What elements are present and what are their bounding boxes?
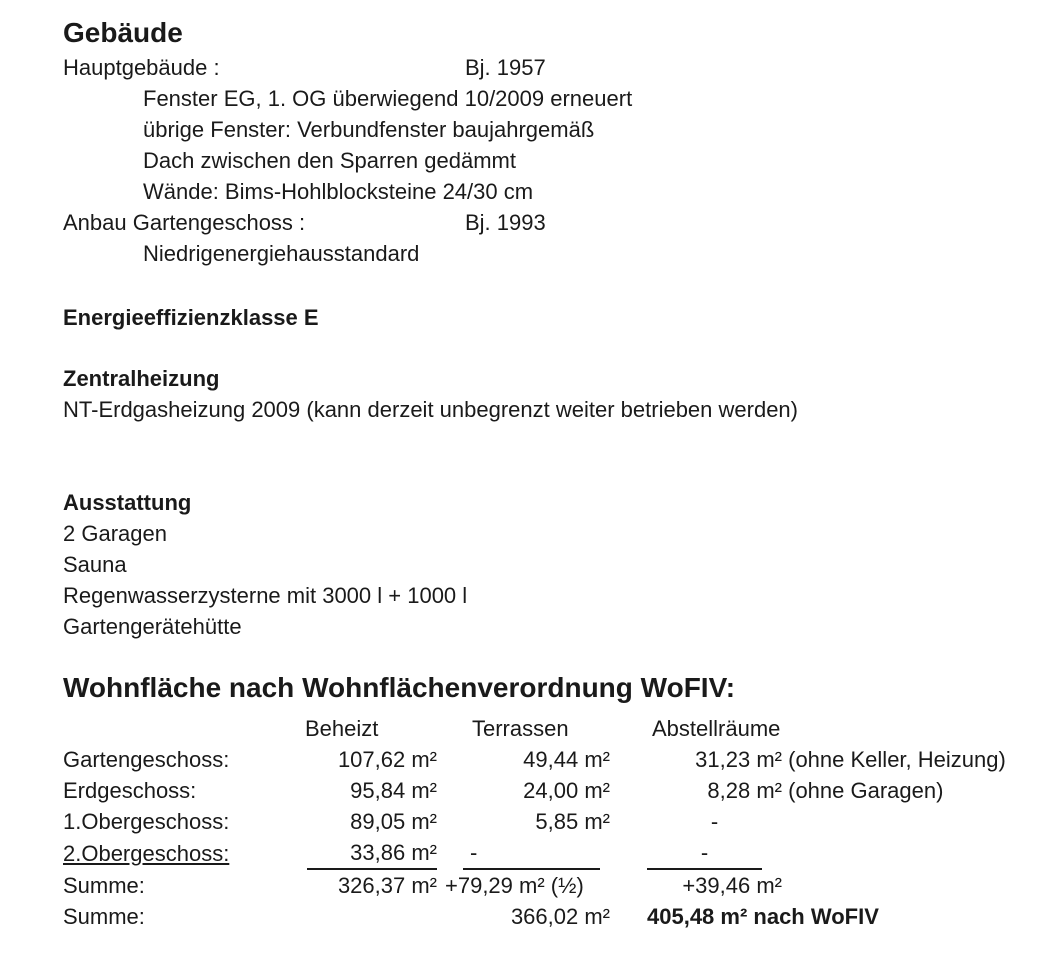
equipment-item: Regenwasserzysterne mit 3000 l + 1000 l (63, 583, 468, 608)
annex-detail: Niedrigenergiehausstandard (143, 241, 420, 266)
sum-label: Summe: (63, 904, 145, 929)
sum-terrassen: 366,02 m² (510, 904, 610, 929)
sum-abstell: +39,46 m² (682, 873, 782, 898)
main-building-detail: übrige Fenster: Verbundfenster baujahrgemäß (143, 117, 595, 142)
terrassen-value: 24,00 m² (523, 778, 610, 803)
abstell-cell (612, 744, 1034, 775)
terrassen-value: - (440, 837, 612, 870)
abstell-value: 31,23 m² (695, 747, 782, 772)
main-building-detail: Fenster EG, 1. OG überwiegend 10/2009 erneuert (143, 86, 633, 111)
main-building-year: Bj. 1957 (465, 55, 546, 80)
annex-label: Anbau Gartengeschoss : (63, 210, 306, 235)
abstell-note: (ohne Garagen) (788, 778, 944, 803)
main-building-detail: Dach zwischen den Sparren gedämmt (143, 148, 516, 173)
beheizt-value: 95,84 m² (350, 778, 437, 803)
beheizt-value: 107,62 m² (337, 747, 437, 772)
table-row-subtotal-rule (63, 837, 1034, 870)
row-label: 1.Obergeschoss: (63, 809, 230, 834)
abstell-cell (612, 837, 1034, 870)
header-terrassen: Terrassen (472, 716, 569, 741)
beheizt-value: 89,05 m² (350, 809, 437, 834)
abstell-note: (ohne Keller, Heizung) (788, 747, 1006, 772)
sum-beheizt-empty (300, 901, 440, 932)
header-beheizt: Beheizt (305, 716, 379, 741)
heading-energy-class: Energieeffizienzklasse E (63, 305, 319, 330)
living-area-table (63, 713, 1034, 932)
row-label: Erdgeschoss: (63, 778, 197, 803)
annex-row (63, 207, 1034, 238)
abstell-cell (612, 775, 1034, 806)
main-building-label: Hauptgebäude : (63, 55, 220, 80)
table-row (63, 744, 1034, 775)
abstell-value: - (647, 837, 762, 870)
equipment-item: 2 Garagen (63, 521, 167, 546)
sum-total-wofiv: 405,48 m² nach WoFIV (647, 904, 879, 929)
equipment-item: Sauna (63, 552, 127, 577)
heading-living-area: Wohnfläche nach Wohnflächenverordnung WoFIV: (63, 672, 736, 703)
table-header-row (63, 713, 1034, 744)
heading-central-heating: Zentralheizung (63, 366, 220, 391)
table-row-sum1 (63, 870, 1034, 901)
row-label: 2.Obergeschoss: (63, 841, 230, 866)
terrassen-value: 49,44 m² (523, 747, 610, 772)
abstell-value: - (710, 809, 719, 834)
header-empty (63, 713, 300, 744)
equipment-item: Gartengerätehütte (63, 614, 242, 639)
main-building-row (63, 52, 1034, 83)
beheizt-value: 33,86 m² (300, 837, 440, 870)
header-abstellraeume: Abstellräume (652, 716, 781, 741)
sum-label: Summe: (63, 873, 145, 898)
abstell-value: 8,28 m² (707, 778, 782, 803)
table-row (63, 775, 1034, 806)
terrassen-value: 5,85 m² (535, 809, 610, 834)
annex-year: Bj. 1993 (465, 210, 546, 235)
main-building-detail: Wände: Bims-Hohlblocksteine 24/30 cm (143, 179, 534, 204)
table-row (63, 806, 1034, 837)
heading-equipment: Ausstattung (63, 490, 192, 515)
heading-gebaeude: Gebäude (63, 17, 183, 48)
abstell-cell (612, 806, 1034, 837)
sum-terrassen: +79,29 m² (½) (445, 873, 584, 898)
central-heating-text: NT-Erdgasheizung 2009 (kann derzeit unbegrenzt weiter betrieben werden) (63, 397, 798, 422)
sum-beheizt: 326,37 m² (337, 873, 437, 898)
table-row-sum2 (63, 901, 1034, 932)
row-label: Gartengeschoss: (63, 747, 230, 772)
